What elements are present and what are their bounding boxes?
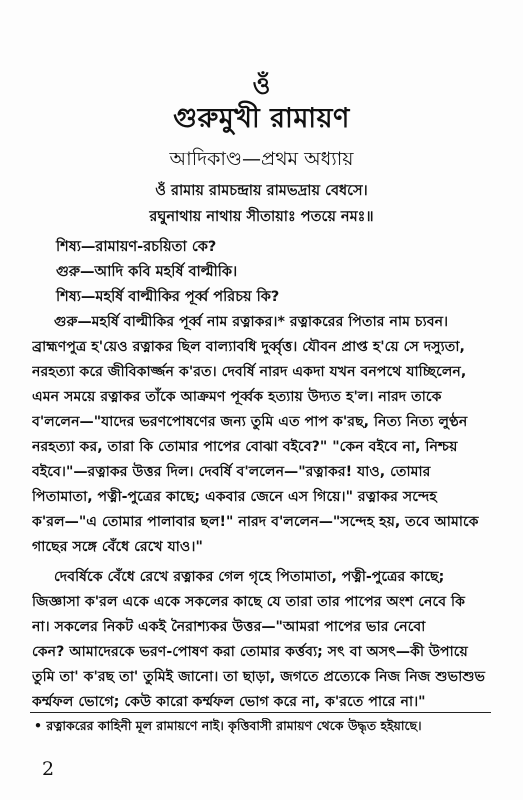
footnote-divider xyxy=(30,712,491,713)
paragraph-2-line: কেন? আমাদেরকে ভরণ-পোষণ করা তোমার কর্ত্তব্য; সৎ বা অসৎ—কী উপায়ে xyxy=(32,644,468,660)
paragraph-1-line: নরহত্যা কর, তারা কি তোমার পাপের বোঝা বইবে?" "কেন বইবে না, নিশ্চয় xyxy=(32,439,458,455)
page-title: গুরুমুখী রামায়ণ xyxy=(173,103,350,134)
paragraph-2-line: জিজ্ঞাসা ক'রল একে একে সকলের কাছে যে তারা তার পাপের অংশ নেবে কি xyxy=(32,594,466,610)
dialogue-line-1: শিষ্য—রামায়ণ-রচয়িতা কে? xyxy=(56,239,217,255)
dialogue-line-2: গুরু—আদি কবি মহর্ষি বাল্মীকি। xyxy=(56,264,238,280)
paragraph-2-line: তুমি তা' ক'রছ তা' তুমিই জানো। তা ছাড়া, জগতে প্রত্যেকে নিজ নিজ শুভাশুভ xyxy=(32,669,486,685)
invocation-line-1: ওঁ রামায় রামচন্দ্রায় রামভদ্রায় বেধসে। xyxy=(155,183,368,199)
paragraph-1-line: পিতামাতা, পত্নী-পুত্রের কাছে; একবার জেনে এস গিয়ে।" রত্নাকর সন্দেহ xyxy=(32,489,437,505)
paragraph-1-line: বইবে।"—রত্নাকর উত্তর দিল। দেবর্ষি ব'ললেন—"রত্নাকর! যাও, তোমার xyxy=(32,464,431,480)
page-number: 2 xyxy=(42,758,55,780)
paragraph-1-line: ক'রল—"এ তোমার পালাবার ছল!" নারদ ব'ললেন—"সন্দেহ হয়, তবে আমাকে xyxy=(32,514,479,530)
paragraph-2-line: দেবর্ষিকে বেঁধে রেখে রত্নাকর গেল গৃহে পিতামাতা, পত্নী-পুত্রের কাছে; xyxy=(54,569,445,585)
paragraph-1-line: ব'ললেন—"যাদের ভরণপোষণের জন্য তুমি এত পাপ ক'রছ, নিত্য নিত্য লুণ্ঠন xyxy=(32,414,468,430)
om-symbol: ওঁ xyxy=(252,72,271,100)
chapter-subtitle: আদিকাণ্ড—প্রথম অধ্যায় xyxy=(169,148,354,170)
paragraph-1-line: এমন সময়ে রত্নাকর তাঁকে আক্রমণ পূর্ব্বক হত্যায় উদ্যত হ'ল। নারদ তাকে xyxy=(32,389,442,405)
paragraph-1-line: গাছের সঙ্গে বেঁধে রেখে যাও।" xyxy=(32,539,203,555)
dialogue-line-3: শিষ্য—মহর্ষি বাল্মীকির পূর্ব্ব পরিচয় কি? xyxy=(56,289,280,305)
paragraph-2-line: না। সকলের নিকট একই নৈরাশ্যকর উত্তর—"আমরা পাপের ভার নেবো xyxy=(32,619,426,635)
paragraph-1-line: নরহত্যা করে জীবিকার্জ্জন ক'রত। দেবর্ষি নারদ একদা যখন বনপথে যাচ্ছিলেন, xyxy=(32,364,467,380)
footnote: • রত্নাকরের কাহিনী মূল রামায়ণে নাই। কৃত্তিবাসী রামায়ণ থেকে উদ্ধৃত হইয়াছে। xyxy=(34,718,422,733)
paragraph-1-line: ব্রাহ্মণপুত্র হ'য়েও রত্নাকর ছিল বাল্যাবধি দুর্ব্বৃত্ত। যৌবন প্রাপ্ত হ'য়ে সে দস্যুতা, xyxy=(32,339,465,355)
paragraph-2-line: কর্ম্মফল ভোগে; কেউ কারো কর্ম্মফল ভোগ করে না, ক'রতে পারে না।" xyxy=(32,694,426,710)
paragraph-1-line: গুরু—মহর্ষি বাল্মীকির পূর্ব্ব নাম রত্নাকর।* রত্নাকরের পিতার নাম চ্যবন। xyxy=(54,314,449,330)
invocation-line-2: রঘুনাথায় নাথায় সীতায়াঃ পতয়ে নমঃ॥ xyxy=(149,209,374,225)
